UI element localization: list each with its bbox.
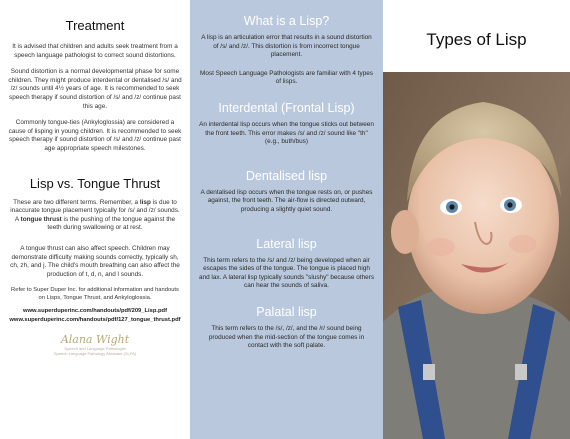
bold-term-lisp: lisp [139,198,151,206]
left-panel [0,0,190,439]
signature: Alana Wight [60,333,130,347]
right-panel [383,0,570,439]
palatal-heading: Palatal lisp [256,304,317,319]
lateral-paragraph: This term refers to the /s/ and /z/ being developed when air escapes the sides of the tongue. The tongue is placed high and lax. A lateral lisp typically sounds "slushy" because others can hear the sounds of saliva. [198,256,375,290]
text-span: is the pushing of the tongue against the teeth during swallowing or at rest. [47,215,176,232]
reference-note: Refer to Super Duper Inc. for additional information and handouts on Lisps, Tongue Thrust, and Ankyloglossia. [11,287,179,301]
lisp-vs-thrust-paragraph-2: A tongue thrust can also affect speech. Children may demonstrate difficulty making sounds correctly, typically sh, ch, zh, and j. The child's mouth breathing can also affect the production of t, d, n, and l sounds. [10,244,180,278]
brochure-title: Types of Lisp [426,30,527,49]
palatal-paragraph: This term refers to the /s/, /z/, and the /r/ sound being produced when the mid-section of the tongue comes in contact with the soft palate. [208,324,365,350]
what-is-lisp-paragraph-2: Most Speech Language Pathologists are familiar with 4 types of lisps. [200,69,373,86]
bold-term-tongue-thrust: tongue thrust [20,215,62,223]
signature-subtitle-1: Speech and Language Pathologist [64,346,126,352]
handout-link-tongue-thrust[interactable]: www.superduperinc.com/handouts/pdf/127_tongue_thrust.pdf [9,317,181,324]
treatment-heading: Treatment [65,18,125,33]
interdental-heading: Interdental (Frontal Lisp) [218,100,355,115]
child-photo-illustration [383,72,570,439]
treatment-paragraph-1: It is advised that children and adults seek treatment from a speech language pathologist to correct sound distortions. [12,43,178,59]
dentalised-heading: Dentalised lisp [245,168,328,183]
child-photo [383,72,570,439]
signature-subtitle-2: Speech Language Pathology Assistant (SLPA) [53,351,137,357]
lisp-vs-thrust-paragraph-1 [8,199,182,233]
dentalised-paragraph: A dentalised lisp occurs when the tongue rests on, or pushes against, the front teeth. The air-flow is directed outward, producing a slightly quiet sound. [200,188,373,213]
treatment-paragraph-2: Sound distortion is a normal developmental phase for some children. They might produce interdental or dentalised /s/ and /z/ sounds until 4½ years of age. It is recommended to seek speech therapy if sound distortion of /s/ and /z/ continue past this age. [8,68,182,110]
text-span: is due to inaccurate tongue placement typically for /s/ and /z/ sounds. A [10,198,180,223]
text-span: These are two different terms. Remember, a [13,198,140,206]
middle-panel [190,0,383,439]
treatment-paragraph-3: Commonly tongue-ties (Ankyloglossia) are considered a cause of lisping in young children. It is recommended to seek speech therapy if sound distortion of /s/ and /z/ continue past age appropriate speech milestones. [8,119,182,152]
lateral-heading: Lateral lisp [256,236,317,251]
handout-link-lisp[interactable]: www.superduperinc.com/handouts/pdf/209_Lisp.pdf [22,308,168,315]
lisp-vs-thrust-heading: Lisp vs. Tongue Thrust [29,175,161,191]
what-is-lisp-heading: What is a Lisp? [243,14,330,28]
interdental-paragraph: An interdental lisp occurs when the tongue sticks out between the front teeth. This error makes /s/ and /z/ sound like "th" (e.g., buth/bus) [199,120,374,146]
what-is-lisp-paragraph-1: A lisp is an articulation error that results in a sound distortion of /s/ and /z/. This distortion is from incorrect tongue placement. [201,34,372,59]
